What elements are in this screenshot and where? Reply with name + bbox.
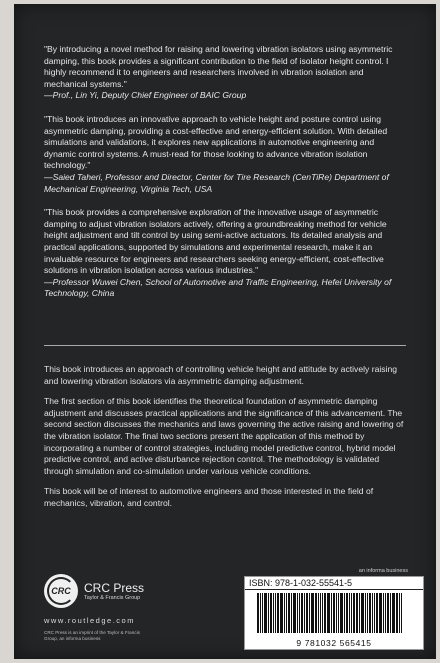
publisher-website: www.routledge.com [44, 616, 135, 625]
barcode-bar [322, 593, 323, 633]
description-paragraph: This book will be of interest to automotive engineers and those interested in the field of mechanics, vibration, and control. [44, 486, 374, 508]
barcode-bar [260, 593, 261, 633]
barcode-bar [291, 593, 292, 633]
barcode-bar [353, 593, 355, 633]
description-paragraph: The first section of this book identifies the theoretical foundation of asymmetric damping adjustment and discusses practical applications and the significance of this advancement. The second section discusses the mechanics and laws governing the active raising and lowering of the vibration isolator. The final two sections present the application of this method by incorporating a number of control strategies, including model predictive control, hybrid model predictive control, and active disturbance rejection control. The methodology is validated through simulation and co-simulation under various vehicle conditions. [44, 396, 404, 476]
barcode-bar [349, 593, 350, 633]
barcode-bar [376, 593, 378, 633]
barcode-bar [396, 593, 398, 633]
barcode-bar [288, 593, 290, 633]
barcode-bar [315, 593, 317, 633]
barcode-bar [367, 593, 368, 633]
description-paragraph: This book introduces an approach of controlling vehicle height and attitude by actively raising and lowering vibration isolators via asymmetric damping adjustment. [44, 364, 398, 386]
quote-attribution: —Saied Taheri, Professor and Director, Center for Tire Research (CenTiRe) Department of Mechanical Engineering, Virginia Tech, USA [44, 171, 389, 194]
barcode-bar [284, 593, 285, 633]
barcode-bar [356, 593, 358, 633]
barcode-bar [383, 593, 384, 633]
barcode-bar [311, 593, 314, 633]
barcode-bar [338, 593, 339, 633]
quote-text: "By introducing a novel method for raising and lowering vibration isolators using asymmetric damping, this book provides a significant contribution to the field of isolator height control. I highly recommend it to engineers and researchers involved in vibration isolation and mechanical systems." [44, 44, 393, 89]
barcode-bar [301, 593, 303, 633]
quote-text: "This book introduces an innovative approach to vehicle height and posture control using asymmetric damping, providing a cost-effective and energy-efficient solution. With detailed simulations and validations, it explores new applications in automotive engineering and dynamic control systems. A must-read for those looking to advance vibration isolation technology." [44, 113, 388, 171]
publisher-name-block [84, 581, 144, 601]
endorsement-quote [44, 44, 406, 102]
barcode-bar [318, 593, 319, 633]
barcode-bar [333, 593, 335, 633]
barcode-digits: 9 781032 565415 [296, 638, 372, 648]
barcode-bar [327, 593, 330, 633]
crc-logo-text: CRC [51, 586, 71, 596]
barcode-bar [262, 593, 263, 633]
barcode-bar [320, 593, 321, 633]
book-description [44, 364, 406, 519]
informa-label: an informa business [358, 568, 408, 574]
barcode-bar [309, 593, 310, 633]
book-back-cover [14, 4, 436, 659]
quote-attribution: —Prof., Lin Yi, Deputy Chief Engineer of BAIC Group [44, 90, 247, 101]
barcode-bar [340, 593, 343, 633]
barcode-bar [270, 593, 272, 633]
barcode-bar [286, 593, 287, 633]
barcode-bar [390, 593, 391, 633]
barcode-bar [306, 593, 308, 633]
barcode-bar [399, 593, 400, 633]
endorsement-quote [44, 207, 406, 300]
barcode-bar [361, 593, 364, 633]
publisher-name: CRC Press [84, 581, 145, 595]
barcode-bar [374, 593, 375, 633]
barcode-bar [392, 593, 395, 633]
barcode-bar [344, 593, 345, 633]
publisher-group: Taylor & Francis Group [84, 595, 141, 601]
barcode-bar [379, 593, 382, 633]
barcode-bar [268, 593, 269, 633]
barcode-bar [297, 593, 298, 633]
barcode-bar [275, 593, 276, 633]
barcode-bar [264, 593, 267, 633]
quote-text: "This book provides a comprehensive exploration of the innovative usage of asymmetric damping to adjust vibration isolators actively, offering a groundbreaking method for vehicle height adjustment and tilt control by using semi-active actuators. Its detailed analysis and practical applications, supported by simulations and experimental research, make it an invaluable resource for engineers and researchers seeking energy-efficient, cost-effective solutions in vibration isolation across various industries." [44, 207, 387, 276]
barcode-bar [324, 593, 326, 633]
barcode-bar [273, 593, 274, 633]
barcode-bar [280, 593, 283, 633]
endorsement-quote [44, 114, 406, 195]
publisher-block [44, 574, 244, 642]
barcode-bar [346, 593, 348, 633]
publisher-logo-row [44, 574, 244, 608]
section-divider [44, 345, 406, 346]
endorsement-quotes [44, 44, 406, 312]
barcode-bar [372, 593, 373, 633]
barcode-bar [359, 593, 360, 633]
barcode-bar [304, 593, 305, 633]
barcode-bar [365, 593, 366, 633]
barcode-bar [351, 593, 352, 633]
barcode-box [244, 576, 424, 650]
barcode-bar [277, 593, 279, 633]
barcode-bars-icon [257, 593, 415, 633]
barcode-bar [369, 593, 371, 633]
barcode-bar [257, 593, 259, 633]
quote-attribution: —Professor Wuwei Chen, School of Automotive and Traffic Engineering, Hefei University of Technology, China [44, 276, 392, 299]
barcode-bar [387, 593, 389, 633]
publisher-fineprint: CRC Press is an imprint of the Taylor & Francis Group, an informa business [44, 630, 140, 641]
barcode-bar [401, 593, 402, 633]
crc-logo-icon [44, 574, 78, 608]
barcode-bar [385, 593, 386, 633]
barcode-bar [336, 593, 337, 633]
barcode-bar [293, 593, 296, 633]
barcode-bar [299, 593, 300, 633]
isbn-label: ISBN: 978-1-032-55541-5 [245, 577, 423, 590]
barcode-bar [331, 593, 332, 633]
